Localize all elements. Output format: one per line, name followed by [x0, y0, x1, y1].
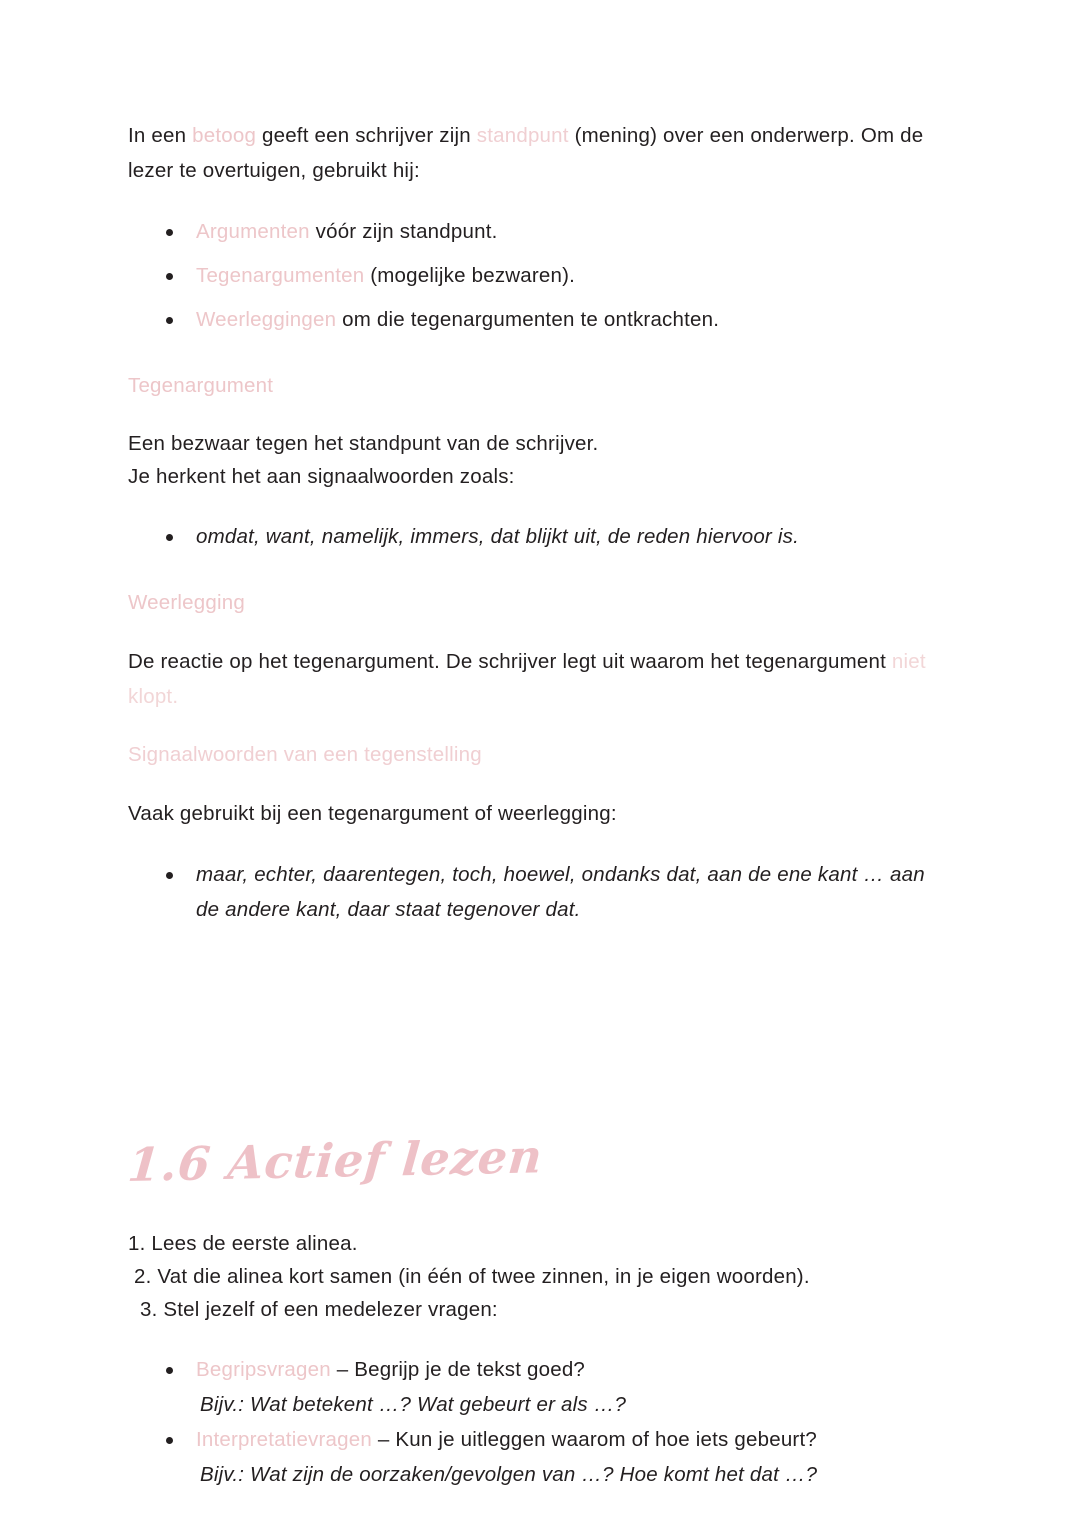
tegenargument-line-2: Je herkent het aan signaalwoorden zoals:	[128, 465, 515, 488]
bullet-text: vóór zijn standpunt.	[309, 220, 498, 243]
list-item	[128, 258, 940, 293]
bullet-dot-icon	[166, 229, 173, 236]
signaalwoorden-list	[128, 857, 940, 927]
page-title: 1.6 Actief lezen	[125, 1129, 545, 1192]
weerlegging-accent: niet klopt.	[128, 650, 926, 708]
bullet-text: om die tegenargumenten te ontkrachten.	[336, 308, 720, 331]
list-item	[128, 1352, 940, 1422]
list-item	[128, 519, 940, 554]
actief-lezen-steps	[128, 1227, 940, 1326]
list-item	[128, 857, 940, 927]
spacer	[128, 401, 940, 427]
spacer	[128, 1326, 940, 1352]
tegenargument-signal-list	[128, 519, 940, 554]
question-type-example: Bijv.: Wat zijn de oorzaken/gevolgen van …? Hoe komt het dat …?	[200, 1463, 818, 1486]
list-item: 3. Stel jezelf of een medelezer vragen:	[140, 1298, 498, 1321]
question-type-example: Bijv.: Wat betekent …? Wat gebeurt er als …?	[200, 1393, 627, 1416]
heading-signaalwoorden: Signaalwoorden van een tegenstelling	[128, 743, 482, 766]
signal-words: maar, echter, daarentegen, toch, hoewel, ondanks dat, aan de ene kant … aan de andere kant, daar staat tegenover dat.	[196, 863, 925, 921]
bullet-dot-icon	[166, 1367, 173, 1374]
bullet-dot-icon	[166, 872, 173, 879]
bullet-accent: Argumenten	[196, 220, 310, 243]
signal-words: omdat, want, namelijk, immers, dat blijkt uit, de reden hiervoor is.	[196, 525, 799, 548]
bullet-dot-icon	[166, 273, 173, 280]
question-type-text: – Kun je uitleggen waarom of hoe iets gebeurt?	[371, 1428, 817, 1451]
spacer	[128, 714, 940, 740]
list-item	[128, 302, 940, 337]
term-betoog: betoog	[192, 124, 257, 147]
bullet-dot-icon	[166, 317, 173, 324]
question-type-accent: Interpretatievragen	[196, 1428, 372, 1451]
spacer	[128, 337, 940, 371]
spacer	[128, 188, 940, 214]
question-type-accent: Begripsvragen	[196, 1358, 331, 1381]
weerlegging-body	[128, 644, 940, 714]
spacer	[128, 618, 940, 644]
intro-paragraph	[128, 118, 940, 188]
bullet-text: (mogelijke bezwaren).	[364, 264, 576, 287]
bullet-dot-icon	[166, 1437, 173, 1444]
spacer	[128, 770, 940, 796]
question-type-text: – Begrijp je de tekst goed?	[330, 1358, 586, 1381]
list-item	[128, 1422, 940, 1492]
intro-bullet-list	[128, 214, 940, 337]
intro-lead-3: (mening) over een onderwerp. Om de lezer te overtuigen, gebruikt hij:	[128, 124, 924, 182]
bullet-accent: Tegenargumenten	[196, 264, 365, 287]
section-title-wrap	[125, 1129, 940, 1193]
spacer	[128, 554, 940, 588]
list-item: 2. Vat die alinea kort samen (in één of twee zinnen, in je eigen woorden).	[134, 1265, 810, 1288]
spacer	[128, 493, 940, 519]
signaalwoorden-body: Vaak gebruikt bij een tegenargument of weerlegging:	[128, 802, 617, 825]
spacer	[128, 1193, 940, 1227]
heading-weerlegging: Weerlegging	[128, 591, 245, 614]
intro-lead-2: geeft een schrijver zijn	[256, 124, 477, 147]
list-item	[128, 214, 940, 249]
weerlegging-body-text: De reactie op het tegenargument. De schrijver legt uit waarom het tegenargument	[128, 650, 892, 673]
question-type-list	[128, 1352, 940, 1492]
bullet-dot-icon	[166, 534, 173, 541]
list-item: 1. Lees de eerste alinea.	[128, 1232, 358, 1255]
document-content	[125, 118, 940, 1492]
bullet-accent: Weerleggingen	[196, 308, 337, 331]
tegenargument-line-1: Een bezwaar tegen het standpunt van de schrijver.	[128, 432, 599, 455]
spacer	[128, 831, 940, 857]
intro-lead-1: In een	[128, 124, 193, 147]
heading-tegenargument: Tegenargument	[128, 374, 274, 397]
section-spacer	[128, 927, 940, 1137]
term-standpunt: standpunt	[476, 124, 569, 147]
